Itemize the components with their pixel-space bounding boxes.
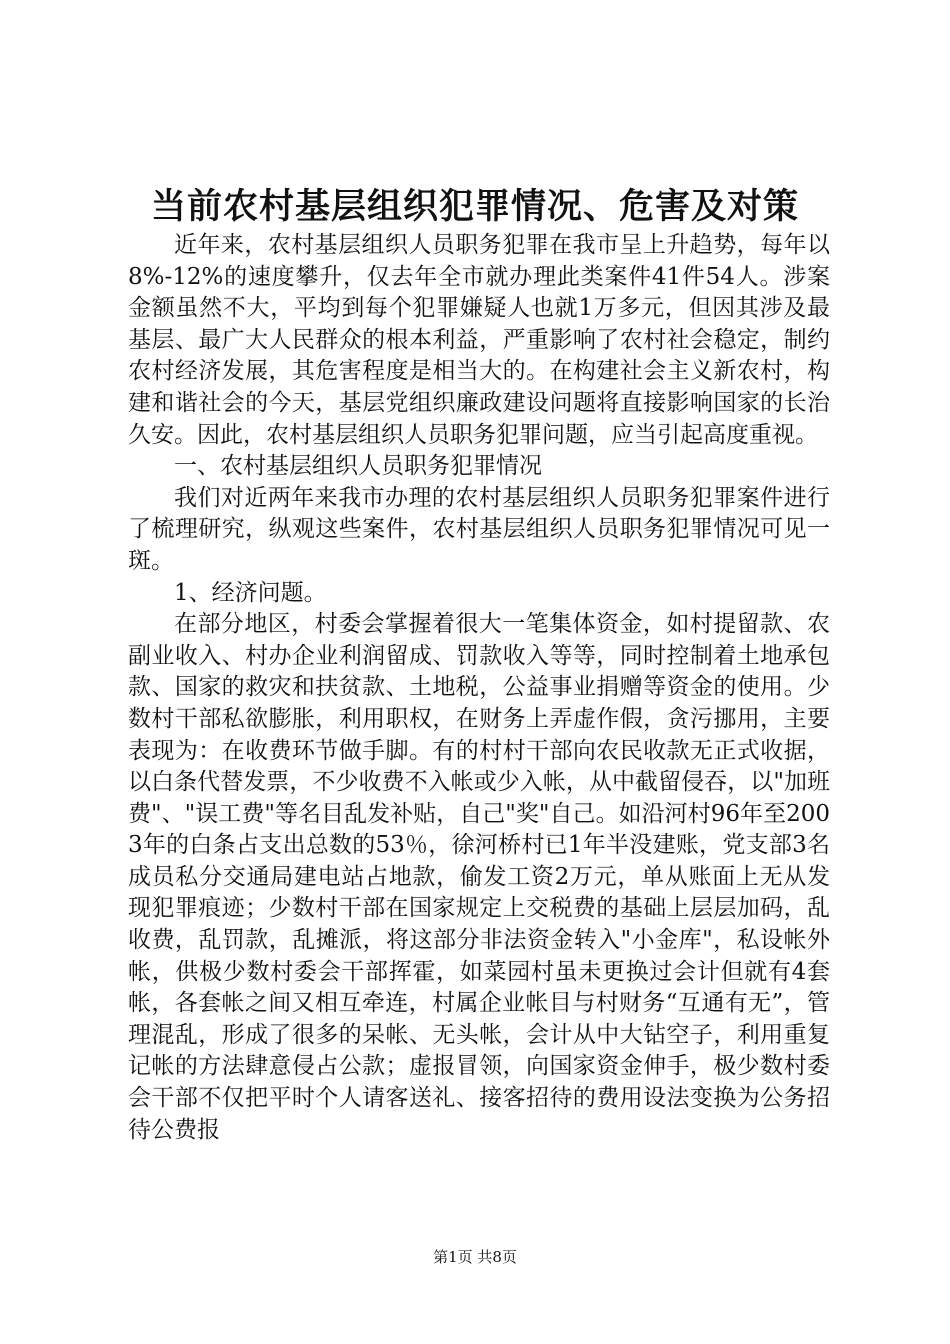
body-paragraph: 在部分地区，村委会掌握着很大一笔集体资金，如村提留款、农副业收入、村办企业利润留成、罚款收入等等，同时控制着土地承包款、国家的救灾和扶贫款、土地税，公益事业捐赠等资金的使用。少数村干部私欲膨胀，利用职权，在财务上弄虚作假，贪污挪用，主要表现为：在收费环节做手脚。有的村村干部向农民收款无正式收据，以白条代替发票，不少收费不入帐或少入帐，从中截留侵吞，以"加班费"、"误工费"等名目乱发补贴，自己"奖"自己。如沿河村96年至2003年的白条占支出总数的53％，徐河桥村已1年半没建账，党支部3名成员私分交通局建电站占地款，偷发工资2万元，单从账面上无从发现犯罪痕迹；少数村干部在国家规定上交税费的基础上层层加码，乱收费，乱罚款，乱摊派，将这部分非法资金转入"小金库"，私设帐外帐，供极少数村委会干部挥霍，如菜园村虽未更换过会计但就有4套帐，各套帐之间又相互牵连，村属企业帐目与村财务“互通有无”，管理混乱，形成了很多的呆帐、无头帐，会计从中大钻空子，利用重复记帐的方法肆意侵占公款；虚报冒领，向国家资金伸手，极少数村委会干部不仅把平时个人请客送礼、接客招待的费用设法变换为公务招待公费报 — [128, 611, 830, 1143]
document-body — [128, 230, 830, 1146]
intro-paragraph: 近年来，农村基层组织人员职务犯罪在我市呈上升趋势，每年以8%-12%的速度攀升，仅去年全市就办理此类案件41件54人。涉案金额虽然不大，平均到每个犯罪嫌疑人也就1万多元，但因其涉及最基层、最广大人民群众的根本利益，严重影响了农村社会稳定，制约农村经济发展，其危害程度是相当大的。在构建社会主义新农村，构建和谐社会的今天，基层党组织廉政建设问题将直接影响国家的长治久安。因此，农村基层组织人员职务犯罪问题，应当引起高度重视。 — [128, 232, 830, 448]
subsection-heading: 1、经济问题。 — [174, 579, 327, 606]
page-number-footer: 第1页 共8页 — [433, 1248, 517, 1266]
section-heading: 一、农村基层组织人员职务犯罪情况 — [174, 453, 542, 480]
document-title: 当前农村基层组织犯罪情况、危害及对策 — [150, 186, 799, 227]
body-paragraph: 我们对近两年来我市办理的农村基层组织人员职务犯罪案件进行了梳理研究，纵观这些案件，农村基层组织人员职务犯罪情况可见一斑。 — [128, 484, 830, 574]
